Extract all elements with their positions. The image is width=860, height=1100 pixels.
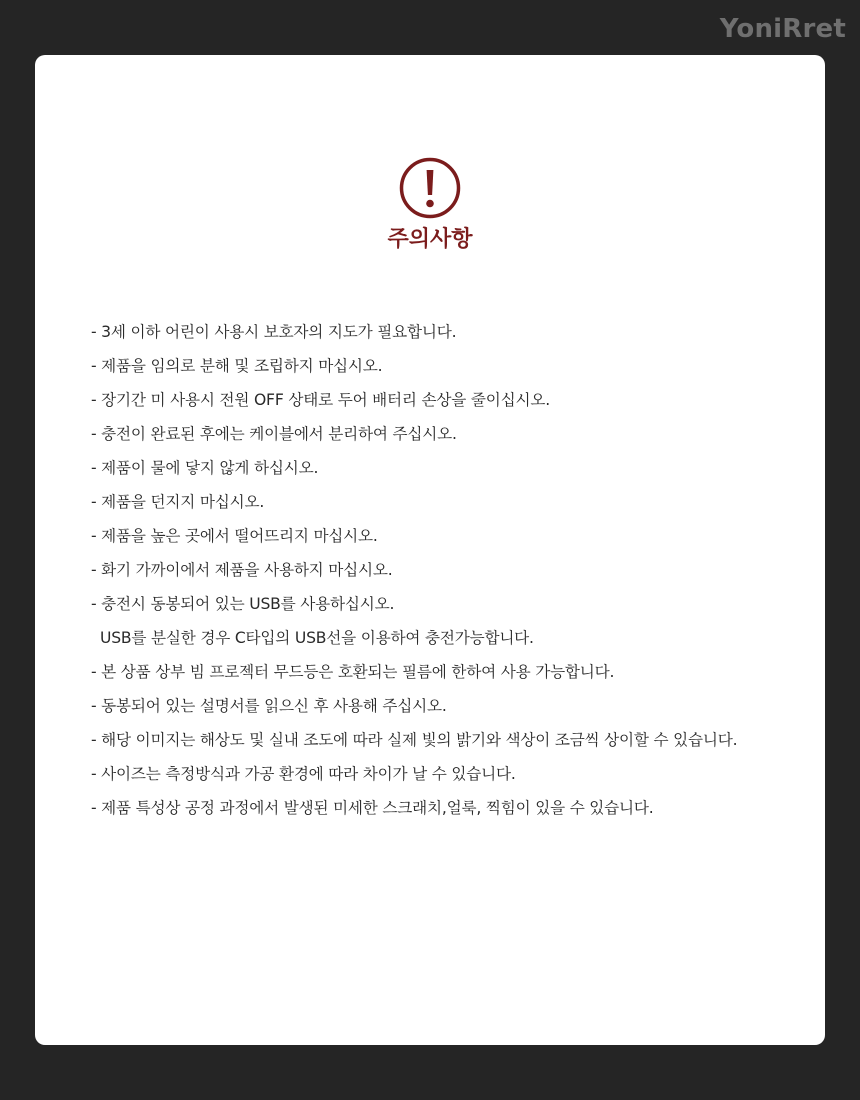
notice-item: - 제품을 임의로 분해 및 조립하지 마십시오. [91,357,383,375]
notice-item-continuation: USB를 분실한 경우 C타입의 USB선을 이용하여 충전가능합니다. [100,629,534,647]
notice-item: - 제품을 높은 곳에서 떨어뜨리지 마십시오. [91,527,378,545]
notice-item: - 충전이 완료된 후에는 케이블에서 분리하여 주십시오. [91,425,457,443]
notice-item: - 충전시 동봉되어 있는 USB를 사용하십시오. [91,595,395,613]
notice-item: - 동봉되어 있는 설명서를 읽으신 후 사용해 주십시오. [91,697,447,715]
notice-list [91,315,811,825]
caution-card [35,55,825,1045]
exclamation-circle-icon [399,157,461,219]
notice-item: - 제품이 물에 닿지 않게 하십시오. [91,459,319,477]
page-title: 주의사항 [387,227,473,252]
notice-item: - 해당 이미지는 해상도 및 실내 조도에 따라 실제 빛의 밝기와 색상이 조금씩 상이할 수 있습니다. [91,731,738,749]
notice-item: - 제품을 던지지 마십시오. [91,493,265,511]
notice-item: - 장기간 미 사용시 전원 OFF 상태로 두어 배터리 손상을 줄이십시오. [91,391,550,409]
brand-watermark: YoniRret [719,14,846,44]
notice-item: - 3세 이하 어린이 사용시 보호자의 지도가 필요합니다. [91,323,457,341]
notice-item: - 화기 가까이에서 제품을 사용하지 마십시오. [91,561,393,579]
notice-item: - 본 상품 상부 빔 프로젝터 무드등은 호환되는 필름에 한하여 사용 가능합니다. [91,663,615,681]
notice-item: - 사이즈는 측정방식과 가공 환경에 따라 차이가 날 수 있습니다. [91,765,516,783]
notice-item: - 제품 특성상 공정 과정에서 발생된 미세한 스크래치,얼룩, 찍힘이 있을 수 있습니다. [91,799,654,817]
